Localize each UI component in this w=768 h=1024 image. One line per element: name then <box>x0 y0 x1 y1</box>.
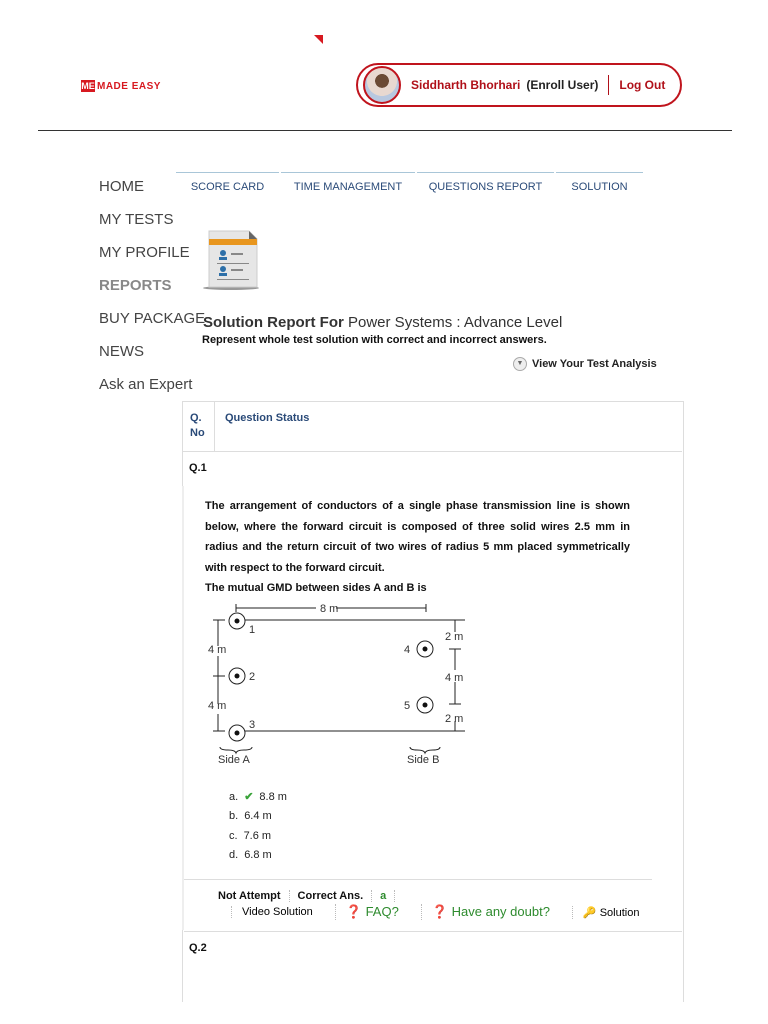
conductor-label: 2 <box>249 671 256 683</box>
option-b <box>229 807 287 827</box>
title-prefix: Solution Report For <box>203 314 344 331</box>
divider <box>184 879 652 880</box>
conductor-label: 1 <box>249 624 256 636</box>
col-status: Question Status <box>225 412 310 424</box>
check-icon: ✔ <box>244 791 254 804</box>
conductor-label: 5 <box>404 700 411 712</box>
question-body: The arrangement of conductors of a single phase transmission line is shown below, where the forward circuit is composed of three solid wires 2.5 mm in radius and the return circuit of two wires of radius 5 mm placed symmetrically with respect to the forward circuit. <box>205 500 630 574</box>
option-a <box>229 787 287 807</box>
solution-label: Solution <box>599 906 640 919</box>
key-icon: 🔑 <box>582 906 597 919</box>
logo-mark: ME <box>81 81 95 91</box>
correct-ans-value: a <box>372 890 395 902</box>
option-letter: a. <box>229 790 239 803</box>
dim-left-1: 4 m <box>208 644 227 656</box>
sidebar-nav <box>99 178 206 409</box>
dim-left-2: 4 m <box>208 700 227 712</box>
logout-link[interactable]: Log Out <box>619 78 666 92</box>
user-role: (Enroll User) <box>526 78 599 92</box>
correct-ans-label: Correct Ans. <box>290 890 373 902</box>
user-box <box>356 63 682 107</box>
sidebar-item-news[interactable]: NEWS <box>99 343 144 360</box>
chevron-down-icon: ▼ <box>513 357 527 371</box>
avatar <box>363 66 401 104</box>
answer-options <box>229 787 287 865</box>
conductor-label: 3 <box>249 719 256 731</box>
tab-solution[interactable]: SOLUTION <box>556 172 643 193</box>
sidebar-item-home[interactable]: HOME <box>99 178 144 195</box>
answer-status-row <box>210 890 395 902</box>
dim-right-mid: 4 m <box>445 672 464 684</box>
title-subject: Power Systems : Advance Level <box>348 314 563 331</box>
report-icon <box>203 229 259 291</box>
question-text <box>205 496 630 599</box>
tab-time-management[interactable]: TIME MANAGEMENT <box>281 172 415 193</box>
view-analysis-link[interactable] <box>513 357 657 371</box>
question-icon: ❓ <box>431 904 448 919</box>
option-text: 6.4 m <box>244 810 272 823</box>
user-name[interactable]: Siddharth Bhorhari <box>411 78 521 92</box>
doubt-link[interactable] <box>421 904 550 920</box>
conductor-diagram <box>200 594 480 769</box>
sidebar-item-ask-expert[interactable]: Ask an Expert <box>99 376 193 393</box>
divider <box>608 75 609 95</box>
option-letter: c. <box>229 829 238 842</box>
option-letter: b. <box>229 810 239 823</box>
solution-link[interactable] <box>572 906 640 919</box>
dim-right-top: 2 m <box>445 631 464 643</box>
option-text: 6.8 m <box>244 849 272 862</box>
faq-label: FAQ? <box>365 904 399 919</box>
sidebar-item-my-tests[interactable]: MY TESTS <box>99 211 174 228</box>
corner-marker <box>314 35 323 44</box>
page-subtitle: Represent whole test solution with correct and incorrect answers. <box>202 334 547 346</box>
doubt-label: Have any doubt? <box>451 904 550 919</box>
report-tabs <box>176 172 645 193</box>
attempt-status: Not Attempt <box>210 890 290 902</box>
option-c <box>229 826 287 846</box>
option-letter: d. <box>229 849 239 862</box>
tab-questions-report[interactable]: QUESTIONS REPORT <box>417 172 554 193</box>
logo[interactable] <box>81 80 161 92</box>
sidebar-item-reports[interactable]: REPORTS <box>99 277 172 294</box>
sidebar-item-my-profile[interactable]: MY PROFILE <box>99 244 190 261</box>
side-b-label: Side B <box>407 754 440 766</box>
header-divider <box>38 130 732 131</box>
table-header <box>182 401 682 452</box>
col-qno: Q. No <box>190 412 205 439</box>
solution-actions <box>231 904 661 920</box>
view-analysis-label: View Your Test Analysis <box>532 358 657 370</box>
question-number: Q.2 <box>189 942 207 954</box>
side-a-label: Side A <box>218 754 250 766</box>
video-solution-link[interactable]: Video Solution <box>231 906 313 918</box>
divider <box>214 401 215 451</box>
question-border <box>182 486 184 930</box>
dim-width: 8 m <box>320 603 339 615</box>
conductor-label: 4 <box>404 644 411 656</box>
sidebar-item-buy-package[interactable]: BUY PACKAGE <box>99 310 206 327</box>
page-title <box>203 314 562 331</box>
faq-link[interactable] <box>335 904 399 920</box>
question-number: Q.1 <box>189 462 207 474</box>
divider <box>184 931 682 932</box>
question-prompt: The mutual GMD between sides A and B is <box>205 582 427 594</box>
tab-score-card[interactable]: SCORE CARD <box>176 172 279 193</box>
question-icon: ❓ <box>345 904 362 919</box>
option-text: 8.8 m <box>259 790 287 803</box>
option-d <box>229 846 287 866</box>
dim-right-bot: 2 m <box>445 713 464 725</box>
logo-text: MADE EASY <box>97 80 161 92</box>
option-text: 7.6 m <box>243 829 272 842</box>
